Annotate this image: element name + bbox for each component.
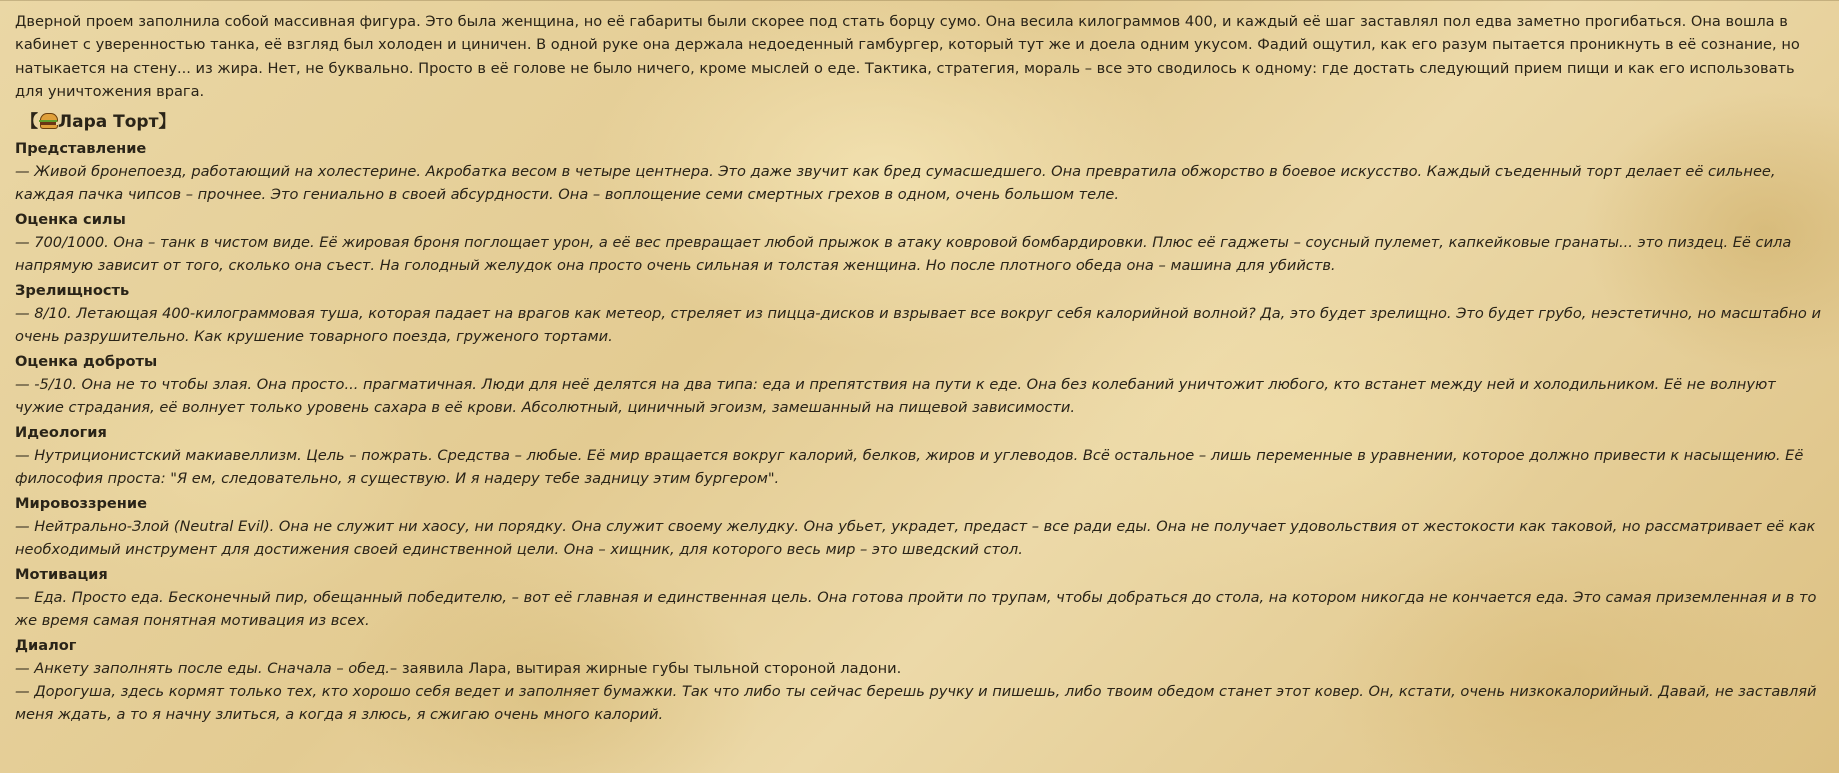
section-spectacle [15, 280, 1825, 348]
dialogue-narration: – заявила Лара, вытирая жирные губы тыльной стороной ладони. [389, 660, 902, 678]
section-text: — Нутриционистский макиавеллизм. Цель – пожрать. Средства – любые. Её мир вращается вокруг калорий, белков, жиров и углеводов. Всё остальное – лишь переменные в уравнении, которое должно привести к насыщению. Её философия проста: "Я ем, следовательно, я существую. И я надеру тебе задницу этим бургером". [15, 447, 1804, 488]
section-title: Диалог [15, 637, 77, 655]
section-title: Зрелищность [15, 282, 130, 300]
dialogue-speech: — Анкету заполнять после еды. Сначала – обед. [15, 660, 390, 678]
title-bracket-open: 【 [21, 112, 38, 133]
character-title [21, 110, 1825, 134]
burger-icon [39, 112, 57, 129]
section-kindness-rating [15, 351, 1825, 419]
dialogue-line-1 [15, 657, 1825, 680]
title-bracket-close: 】 [158, 112, 176, 133]
section-motivation [15, 564, 1825, 632]
section-text: — 700/1000. Она – танк в чистом виде. Её жировая броня поглощает урон, а её вес превращает любой прыжок в атаку ковровой бомбардировки. Плюс её гаджеты – соусный пулемет, капкейковые гранаты... это пиздец. Её сила напрямую зависит от того, сколько она съест. На голодный желудок она просто очень сильная и толстая женщина. Но после плотного обеда она – машина для убийств. [15, 234, 1792, 275]
section-text: — Нейтрально-Злой (Neutral Evil). Она не служит ни хаосу, ни порядку. Она служит своему желудку. Она убьет, украдет, предаст – все ради еды. Она не получает удовольствия от жестокости как таковой, но рассматривает её как необходимый инструмент для достижения своей единственной цели. Она – хищник, для которого весь мир – это шведский стол. [15, 518, 1816, 559]
section-title: Оценка силы [15, 211, 126, 229]
section-worldview [15, 493, 1825, 561]
intro-paragraph: Дверной проем заполнила собой массивная фигура. Это была женщина, но её габариты были скорее под стать борцу сумо. Она весила килограммов 400, и каждый её шаг заставлял пол едва заметно прогибаться. Она вошла в кабинет с уверенностью танка, её взгляд был холоден и циничен. В одной руке она держала недоеденный гамбургер, который тут же и доела одним укусом. Фадий ощутил, как его разум пытается проникнуть в её сознание, но натыкается на стену... из жира. Нет, не буквально. Просто в её голове не было ничего, кроме мыслей о еде. Тактика, стратегия, мораль – все это сводилось к одному: где достать следующий прием пищи и как его использовать для уничтожения врага. [15, 13, 1800, 100]
section-ideology [15, 422, 1825, 490]
section-title: Оценка доброты [15, 353, 158, 371]
section-title: Идеология [15, 424, 107, 442]
section-presentation [15, 138, 1825, 206]
dialogue-line-2: — Дорогуша, здесь кормят только тех, кто хорошо себя ведет и заполняет бумажки. Так что либо ты сейчас берешь ручку и пишешь, либо твоим обедом станет этот ковер. Он, кстати, очень низкокалорийный. Давай, не заставляй меня ждать, а то я начну злиться, а когда я злюсь, я сжигаю очень много калорий. [15, 683, 1817, 724]
section-title: Мировоззрение [15, 495, 147, 513]
section-text: — -5/10. Она не то чтобы злая. Она просто... прагматичная. Люди для неё делятся на два типа: еда и препятствия на пути к еде. Она без колебаний уничтожит любого, кто встанет между ней и холодильником. Её не волнуют чужие страдания, её волнует только уровень сахара в её крови. Абсолютный, циничный эгоизм, замешанный на пищевой зависимости. [15, 376, 1776, 417]
section-text: — Живой бронепоезд, работающий на холестерине. Акробатка весом в четыре центнера. Это даже звучит как бред сумасшедшего. Она превратила обжорство в боевое искусство. Каждый съеденный торт делает её сильнее, каждая пачка чипсов – прочнее. Это гениально в своей абсурдности. Она – воплощение семи смертных грехов в одном, очень большом теле. [15, 163, 1776, 204]
section-title: Мотивация [15, 566, 108, 584]
section-power-rating [15, 209, 1825, 277]
section-title: Представление [15, 140, 147, 158]
section-dialogue [15, 635, 1825, 726]
character-name: Лара Торт [58, 112, 159, 133]
section-text: — Еда. Просто еда. Бесконечный пир, обещанный победителю, – вот её главная и единственная цель. Она готова пройти по трупам, чтобы добраться до стола, на котором никогда не кончается еда. Это самая приземленная и в то же время самая понятная мотивация из всех. [15, 589, 1817, 630]
section-text: — 8/10. Летающая 400-килограммовая туша, которая падает на врагов как метеор, стреляет из пицца-дисков и взрывает все вокруг себя калорийной волной? Да, это будет зрелищно. Это будет грубо, неэстетично, но масштабно и очень разрушительно. Как крушение товарного поезда, груженого тортами. [15, 305, 1821, 346]
